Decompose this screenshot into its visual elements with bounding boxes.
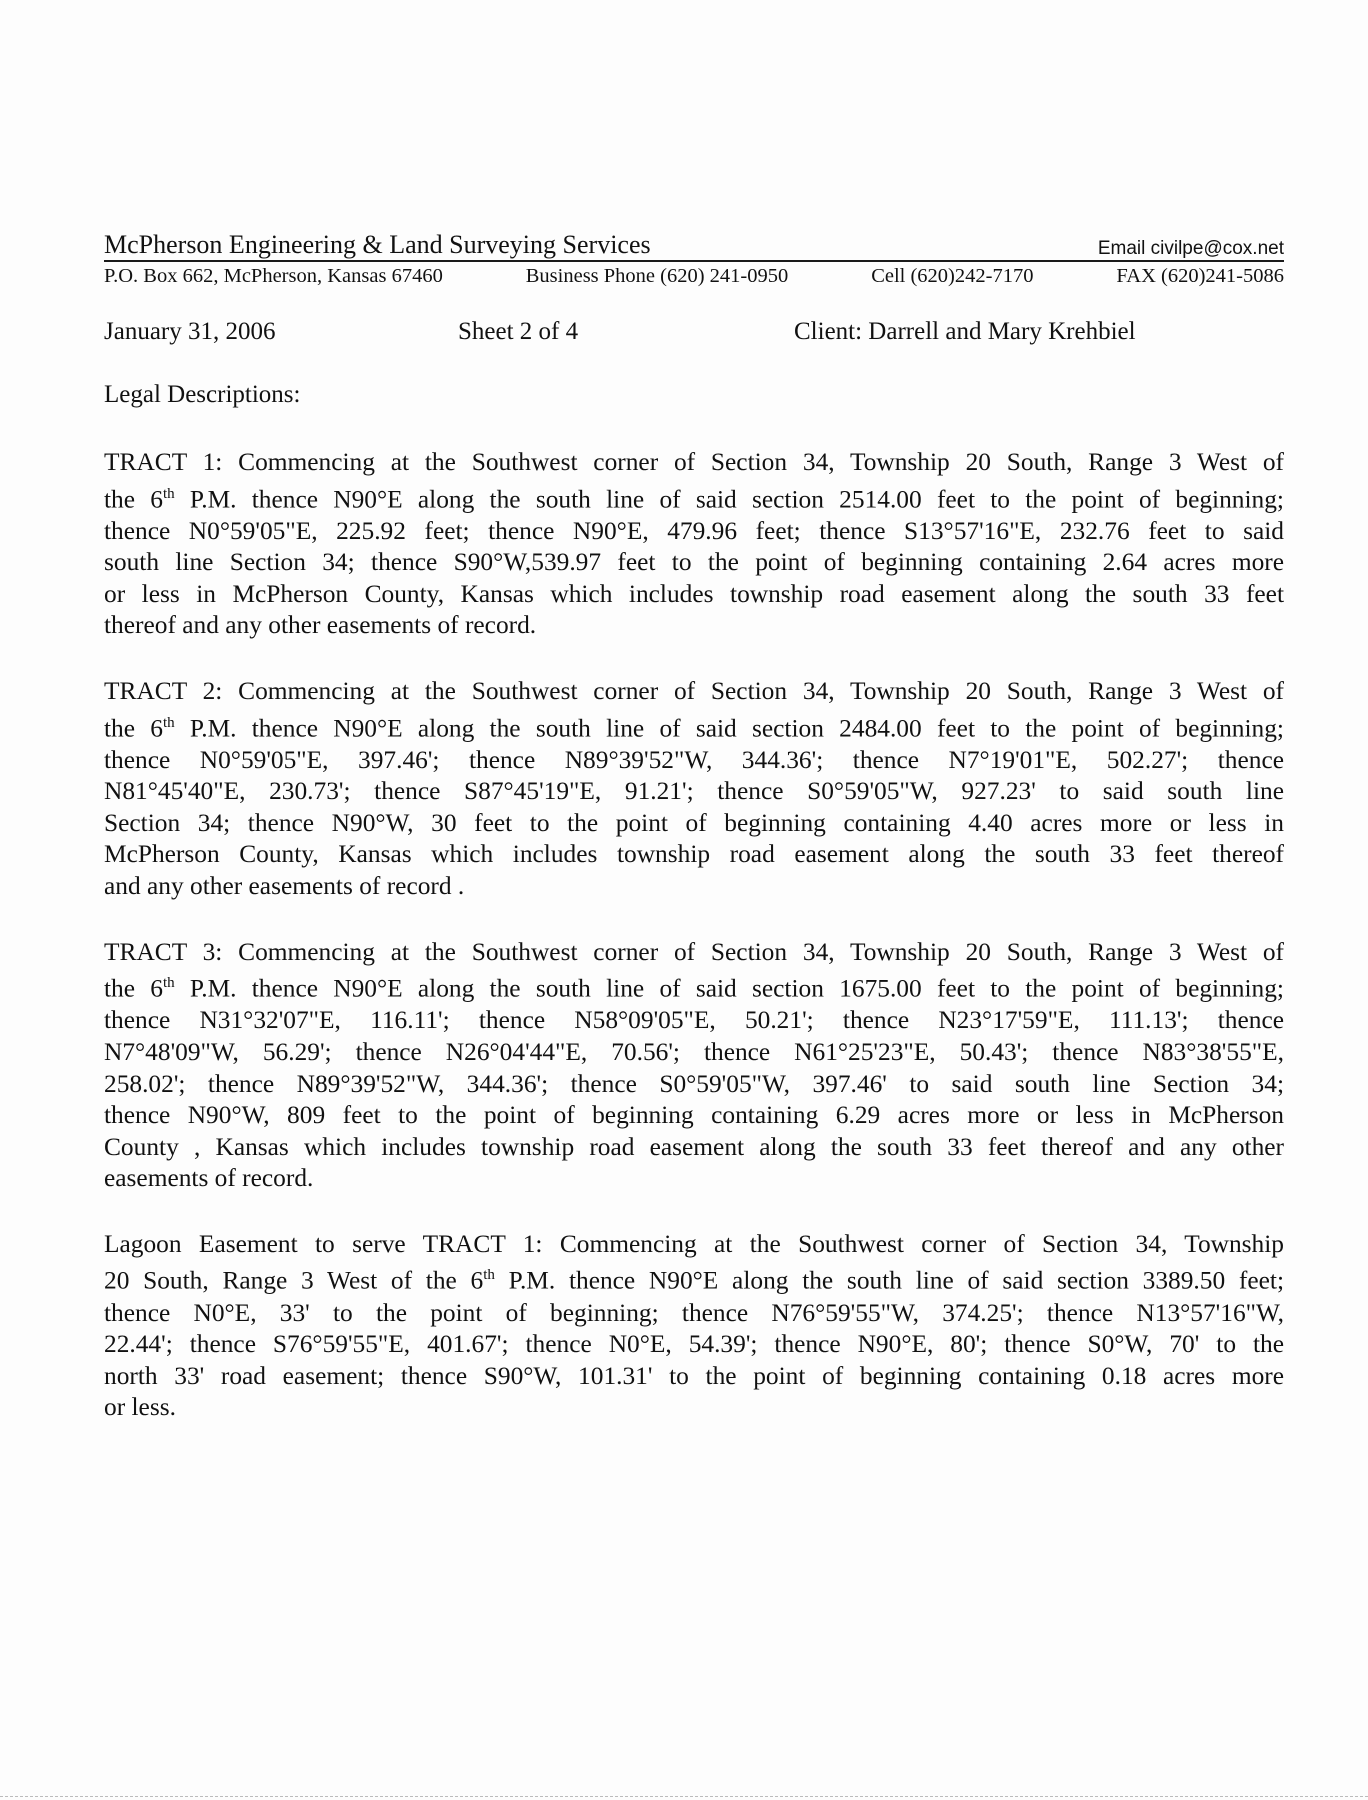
description-line: or less. [104,1393,176,1422]
description-line: thence N0°59'05"E, 397.46'; thence N89°39'52"W, 344.36'; thence N7°19'01"E, 502.27'; thence [104,745,1284,774]
lagoon-easement-description [104,1229,1284,1424]
description-line: McPherson County, Kansas which includes township road easement along the south 33 feet thereof [104,840,1284,869]
fax-number: FAX (620)241-5086 [1116,265,1284,287]
sheet-number: Sheet 2 of 4 [458,318,579,345]
tract-1-description [104,447,1284,642]
tract-2-description [104,676,1284,903]
description-line: TRACT 2: Commencing at the Southwest corner of Section 34, Township 20 South, Range 3 West of [104,677,1284,706]
letterhead-title-row [104,228,1284,262]
description-line: 258.02'; thence N89°39'52"W, 344.36'; thence S0°59'05"W, 397.46' to said south line Section 34; [104,1069,1284,1098]
description-line: N7°48'09"W, 56.29'; thence N26°04'44"E, 70.56'; thence N61°25'23"E, 50.43'; thence N83°38'55"E, [104,1037,1284,1066]
description-line: thence N0°E, 33' to the point of beginning; thence N76°59'55"W, 374.25'; thence N13°57'16"W, [104,1298,1284,1327]
page-bottom-edge [0,1796,1368,1800]
description-line: Lagoon Easement to serve TRACT 1: Commencing at the Southwest corner of Section 34, Township [104,1229,1284,1258]
tract-3-description [104,937,1284,1195]
client-name: Client: Darrell and Mary Krehbiel [794,318,1136,345]
description-line: thence N0°59'05"E, 225.92 feet; thence N90°E, 479.96 feet; thence S13°57'16"E, 232.76 feet to said [104,516,1284,545]
mailing-address: P.O. Box 662, McPherson, Kansas 67460 [104,265,443,287]
description-line: north 33' road easement; thence S90°W, 101.31' to the point of beginning containing 0.18 acres more [104,1361,1284,1390]
description-line: or less in McPherson County, Kansas which includes township road easement along the south 33 feet [104,579,1284,608]
cell-phone: Cell (620)242-7170 [871,265,1034,287]
description-line: TRACT 3: Commencing at the Southwest corner of Section 34, Township 20 South, Range 3 West of [104,937,1284,966]
description-line: the 6th P.M. thence N90°E along the south line of said section 2514.00 feet to the point of beginning; [104,485,1284,514]
description-line: 20 South, Range 3 West of the 6th P.M. thence N90°E along the south line of said section 3389.50 feet; [104,1266,1285,1295]
description-line: TRACT 1: Commencing at the Southwest corner of Section 34, Township 20 South, Range 3 West of [104,448,1284,476]
description-line: the 6th P.M. thence N90°E along the south line of said section 2484.00 feet to the point of beginning; [104,714,1284,743]
description-line: thence N31°32'07"E, 116.11'; thence N58°09'05"E, 50.21'; thence N23°17'59"E, 111.13'; thence [104,1006,1284,1035]
description-line: south line Section 34; thence S90°W,539.97 feet to the point of beginning containing 2.64 acres more [104,548,1284,577]
description-line: easements of record. [104,1164,314,1193]
letterhead [104,228,1284,288]
description-line: N81°45'40"E, 230.73'; thence S87°45'19"E, 91.21'; thence S0°59'05"W, 927.23' to said south line [104,777,1284,806]
description-line: thence N90°W, 809 feet to the point of beginning containing 6.29 acres more or less in McPherson [104,1101,1284,1130]
legal-descriptions-body [104,447,1284,1458]
description-line: thereof and any other easements of record. [104,611,537,640]
section-heading: Legal Descriptions: [104,381,301,408]
description-line: and any other easements of record . [104,872,465,901]
business-phone: Business Phone (620) 241-0950 [525,265,789,287]
description-line: 22.44'; thence S76°59'55"E, 401.67'; thence N0°E, 54.39'; thence N90°E, 80'; thence S0°W, 70' to the [104,1330,1284,1359]
contact-row [104,265,1284,288]
description-line: County , Kansas which includes township road easement along the south 33 feet thereof and any other [104,1132,1284,1161]
document-date: January 31, 2006 [104,318,276,345]
description-line: Section 34; thence N90°W, 30 feet to the point of beginning containing 4.40 acres more or less in [104,808,1284,837]
email-address: Email civilpe@cox.net [1097,238,1284,259]
firm-name: McPherson Engineering & Land Surveying Services [104,230,651,259]
description-line: the 6th P.M. thence N90°E along the south line of said section 1675.00 feet to the point of beginning; [104,974,1284,1003]
